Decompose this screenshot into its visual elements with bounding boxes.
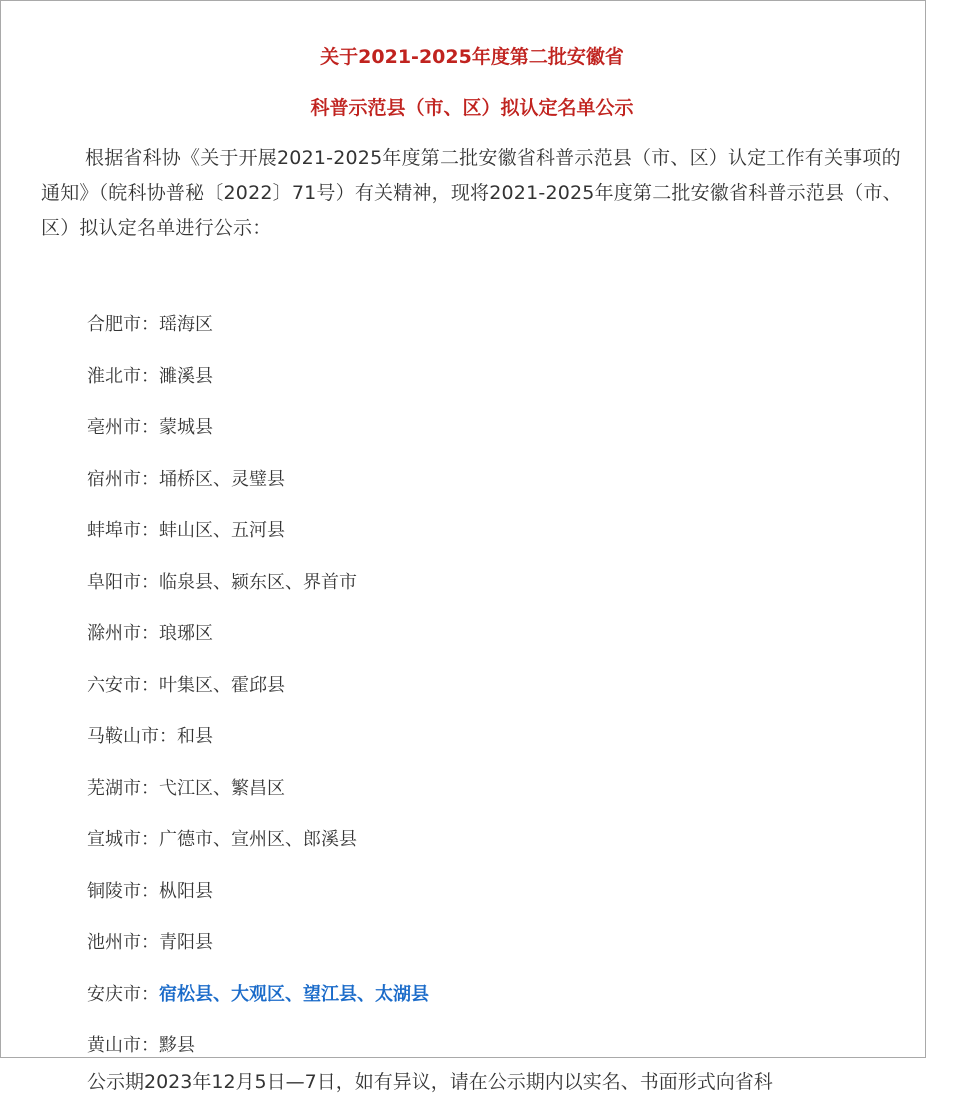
city-name: 黄山市 (87, 1035, 141, 1056)
separator: ： (141, 520, 159, 541)
separator: ： (141, 932, 159, 953)
county-names: 弋江区、繁昌区 (159, 777, 285, 799)
list-item (87, 299, 429, 351)
city-name: 安庆市 (87, 983, 141, 1005)
separator: ： (141, 674, 159, 696)
list-item (87, 351, 429, 403)
separator: ： (141, 880, 159, 902)
county-names: 埇桥区、灵璧县 (159, 468, 285, 490)
separator: ： (141, 314, 159, 335)
city-name: 宿州市 (87, 468, 141, 490)
separator: ： (141, 983, 159, 1005)
list-item-highlighted (87, 969, 429, 1021)
separator: ： (141, 1035, 159, 1056)
county-names: 黟县 (159, 1035, 195, 1056)
city-name: 淮北市 (87, 365, 141, 387)
separator: ： (141, 417, 159, 438)
city-name: 宣城市 (87, 829, 141, 850)
list-item (87, 1020, 429, 1072)
list-item (87, 402, 429, 454)
list-item (87, 814, 429, 866)
list-item (87, 711, 429, 763)
list-item (87, 660, 429, 712)
city-name: 合肥市 (87, 314, 141, 335)
county-names: 叶集区、霍邱县 (159, 674, 285, 696)
separator: ： (141, 623, 159, 644)
county-names: 广德市、宣州区、郎溪县 (159, 829, 357, 850)
separator: ： (159, 726, 177, 747)
separator: ： (141, 468, 159, 490)
city-name: 芜湖市 (87, 777, 141, 799)
list-item (87, 608, 429, 660)
city-name: 亳州市 (87, 417, 141, 438)
county-names: 濉溪县 (159, 365, 213, 387)
city-name: 铜陵市 (87, 880, 141, 902)
city-name: 阜阳市 (87, 571, 141, 593)
list-item (87, 763, 429, 815)
city-name: 蚌埠市 (87, 520, 141, 541)
county-names: 青阳县 (159, 932, 213, 953)
county-list (87, 299, 429, 1072)
city-name: 池州市 (87, 932, 141, 953)
city-name: 六安市 (87, 674, 141, 696)
county-names: 瑶海区 (159, 314, 213, 335)
separator: ： (141, 365, 159, 387)
city-name: 马鞍山市 (87, 726, 159, 747)
county-names: 蚌山区、五河县 (159, 520, 285, 541)
article-title-line2: 科普示范县（市、区）拟认定名单公示 (310, 97, 634, 119)
city-name: 滁州市 (87, 623, 141, 644)
county-names: 和县 (177, 726, 213, 747)
county-names-highlighted: 宿松县、大观区、望江县、太湖县 (159, 983, 429, 1005)
separator: ： (141, 777, 159, 799)
separator: ： (141, 571, 159, 593)
county-names: 琅琊区 (159, 623, 213, 644)
list-item (87, 917, 429, 969)
county-names: 蒙城县 (159, 417, 213, 438)
article-title-line1: 关于2021-2025年度第二批安徽省 (320, 46, 624, 68)
county-names: 临泉县、颍东区、界首市 (159, 571, 357, 593)
truncated-paragraph: 公示期2023年12月5日—7日，如有异议，请在公示期内以实名、书面形式向省科 (87, 1071, 773, 1093)
separator: ： (141, 829, 159, 850)
article-intro-paragraph: 根据省科协《关于开展2021-2025年度第二批安徽省科普示范县（市、区）认定工作有关事项的通知》（皖科协普秘〔2022〕71号）有关精神，现将2021-2025年度第二批安徽省科普示范县（市、区）拟认定名单进行公示： (41, 147, 902, 239)
list-item (87, 505, 429, 557)
list-item (87, 557, 429, 609)
county-names: 枞阳县 (159, 880, 213, 902)
list-item (87, 454, 429, 506)
list-item (87, 866, 429, 918)
